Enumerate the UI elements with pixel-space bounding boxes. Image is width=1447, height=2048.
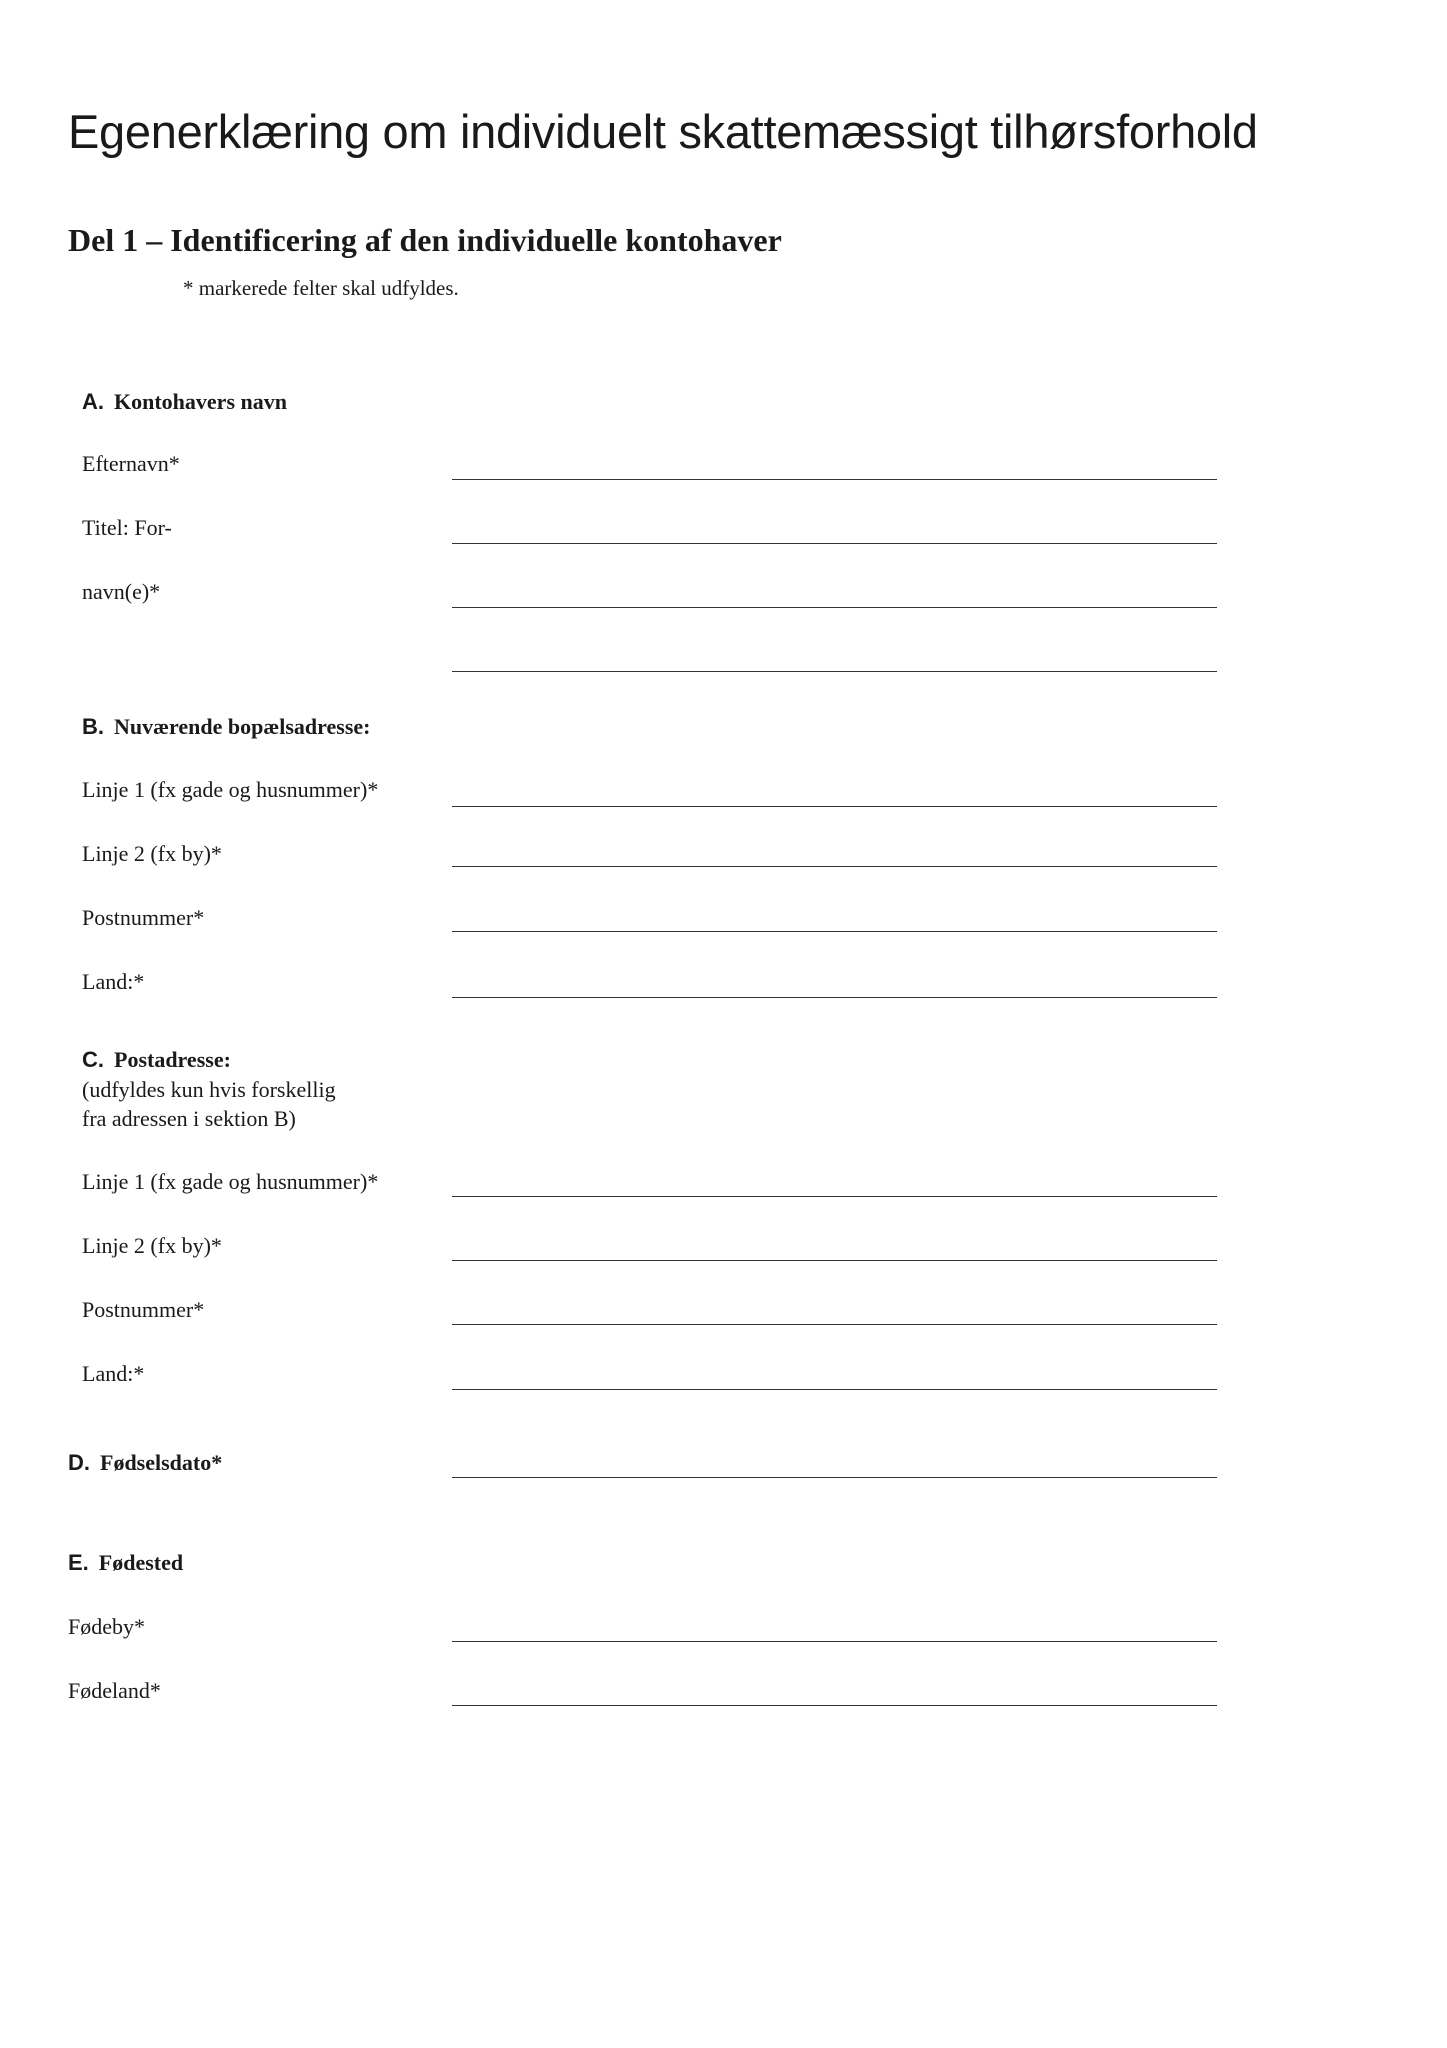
firstname-field[interactable] bbox=[452, 607, 1217, 608]
birthdate-field[interactable] bbox=[452, 1477, 1217, 1478]
residence-postcode-field[interactable] bbox=[452, 931, 1217, 932]
surname-field[interactable] bbox=[452, 479, 1217, 480]
section-b-letter: B. bbox=[82, 714, 104, 739]
firstname-field-extra[interactable] bbox=[452, 671, 1217, 672]
section-c-subtext-line2: fra adressen i sektion B) bbox=[82, 1106, 296, 1131]
birth-country-label: Fødeland* bbox=[68, 1678, 161, 1703]
title-field[interactable] bbox=[452, 543, 1217, 544]
section-e-title: Fødested bbox=[98, 1550, 184, 1575]
section-d-title: Fødselsdato* bbox=[100, 1450, 223, 1475]
document-title: Egenerklæring om individuelt skattemæssigt tilhørsforhold bbox=[68, 105, 1258, 158]
residence-line2-label: Linje 2 (fx by)* bbox=[82, 841, 222, 866]
required-fields-note: * markerede felter skal udfyldes. bbox=[183, 276, 459, 300]
section-c-heading bbox=[82, 1047, 231, 1073]
section-c-title: Postadresse: bbox=[114, 1047, 231, 1072]
section-c-subtext bbox=[82, 1075, 336, 1133]
postal-line1-field[interactable] bbox=[452, 1196, 1217, 1197]
section-e-heading bbox=[68, 1550, 183, 1576]
residence-country-field[interactable] bbox=[452, 997, 1217, 998]
firstname-label-cont: navn(e)* bbox=[82, 579, 161, 604]
section-d-heading bbox=[68, 1450, 222, 1476]
section-c-subtext-line1: (udfyldes kun hvis forskellig bbox=[82, 1077, 336, 1102]
residence-country-label: Land:* bbox=[82, 969, 145, 994]
section-a-title: Kontohavers navn bbox=[114, 389, 287, 414]
part-1-heading: Del 1 – Identificering af den individuelle kontohaver bbox=[68, 222, 782, 258]
title-firstname-label: Titel: For- bbox=[82, 515, 172, 540]
section-b-title: Nuværende bopælsadresse: bbox=[114, 714, 371, 739]
section-e-letter: E. bbox=[68, 1550, 89, 1575]
section-a-letter: A. bbox=[82, 389, 104, 414]
postal-line1-label: Linje 1 (fx gade og husnummer)* bbox=[82, 1169, 379, 1194]
section-a-heading bbox=[82, 389, 287, 415]
surname-label: Efternavn* bbox=[82, 451, 180, 476]
postal-postcode-field[interactable] bbox=[452, 1324, 1217, 1325]
postal-country-label: Land:* bbox=[82, 1361, 145, 1386]
birth-city-label: Fødeby* bbox=[68, 1614, 145, 1639]
postal-line2-label: Linje 2 (fx by)* bbox=[82, 1233, 222, 1258]
postal-line2-field[interactable] bbox=[452, 1260, 1217, 1261]
postal-postcode-label: Postnummer* bbox=[82, 1297, 205, 1322]
residence-line2-field[interactable] bbox=[452, 866, 1217, 867]
section-c-letter: C. bbox=[82, 1047, 104, 1072]
birth-city-field[interactable] bbox=[452, 1641, 1217, 1642]
section-d-letter: D. bbox=[68, 1450, 90, 1475]
residence-line1-field[interactable] bbox=[452, 806, 1217, 807]
residence-postcode-label: Postnummer* bbox=[82, 905, 205, 930]
birth-country-field[interactable] bbox=[452, 1705, 1217, 1706]
postal-country-field[interactable] bbox=[452, 1389, 1217, 1390]
residence-line1-label: Linje 1 (fx gade og husnummer)* bbox=[82, 777, 379, 802]
section-b-heading bbox=[82, 714, 371, 740]
